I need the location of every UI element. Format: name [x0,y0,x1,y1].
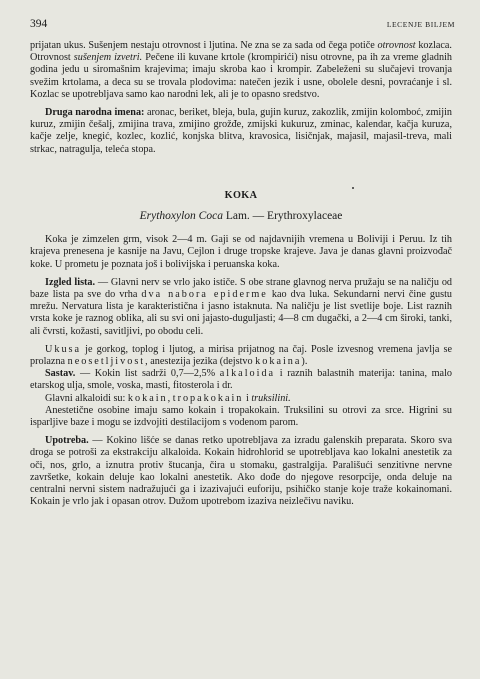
page-body [30,40,452,509]
alk-text-3: i [243,392,252,404]
izgled-spaced: dva nabora epiderme [141,289,268,301]
section-title: KOKA [224,189,258,201]
ukus-paragraph [30,344,452,368]
sastav-text-1: — Kokin list sadrži 0,7—2,5% [75,368,220,380]
intro-italic-1: otrovnost [377,40,416,51]
ukus-text-3: ). [301,356,308,368]
izgled-label: Izgled lista. [45,276,96,288]
koka-paragraph: Koka je zimzelen grm, visok 2—4 m. Gaji se od najdavnijih vremena u Boliviji i Peruu. Iz tih krajeva prenesena je kasnije na Javu, Cejlon i druge tropske krajeve. Java je danas glavni proizvođač koke. U prometu je poznata još i bolivijska i peruanska koka. [30,234,452,270]
sastav-text-2: i raznih balastnih materija: tanina, malo etarskog ulja, smole, voska, masti, fitosterola i dr. [30,368,452,392]
sastav-paragraph [30,368,452,392]
izgled-text-1: — Glavni nerv se vrlo jako ističe. S obe strane glavnog nerva pružaju se na naličju od baze lista pa sve do vrha [30,276,453,301]
ukus-spaced-2: neosetljivost [67,356,146,368]
alk-italic: truksilini. [251,392,291,404]
upotreba-text: — Kokino lišće se danas retko upotrebljava za izradu galenskih preparata. Skoro sva droga se potroši za ekstrakciju alkaloida. Kokain hidrohlorid se upotrebljava kao lokalni anestetik za oči, nos, grlo, a iznutra protiv štucanja, čira u stomaku, gastralgija. Parališući senzitivne nervne završetke, kokain deluje kao lokalni anestetik. Ako dođe do njegove resorpcije, onda deluje na centralni nervni sistem nadražujući ga i izazivajući euforiju, psihičko stanje koje traže kokainomani. Kokain je vrlo jak i opasan otrov. Dužom upotrebom izaziva neizlečivu naviku. [30,435,452,508]
sastav-spaced: alkaloida [219,368,276,380]
ukus-spaced-3: kokaina [255,356,302,368]
intro-text-2: kozlaca. Otrovnost [30,40,452,64]
folk-names-paragraph [30,107,452,156]
izgled-text-2: kao dva luka. Sekundarni nervi čine gustu mrežu. Nervatura lista je karakteristična i jasno istaknuta. Na naličju je list svetlije boje. List raznih vrsta koke je raznog oblika, ali su svi oni jajasto-duguljasti; 4—8 cm dugački, a 2—4 cm široki, tanki, ali čvrsti, kožasti, savitljivi, po obodu celi. [30,289,453,337]
izgled-paragraph [30,277,452,338]
intro-italic-2: sušenjem izvetri. [73,52,143,64]
folk-names-label: Druga narodna imena: [45,107,145,119]
ukus-spaced-1: Ukusa [45,343,82,355]
latin-name: Erythoxylon Coca [139,210,223,223]
alk-text-2: , [167,392,173,404]
intro-text-1: prijatan ukus. Sušenjem nestaju otrovnost i ljutina. Ne zna se za sada od čega potiče [30,40,378,51]
upotreba-label: Upotreba. [45,435,89,447]
intro-paragraph [30,40,452,101]
alkaloids-paragraph [30,393,452,405]
section-subtitle [30,210,452,222]
page-number: 394 [30,18,48,30]
alk-spaced-2: tropakokain [172,392,244,404]
running-title: LECENJE BILJEM [386,20,455,29]
intro-text-3: Pečene ili kuvane krtole (krompirići) nisu otrovne, pa ih za vreme gladnih godina jedu u siromašnim krajevima; imaju skroba kao i krompir. Zabeleženi su slučajevi trovanja svežim krtolama, a deca su se trovala plodovima: natečen jezik i usne, obolele desni, povraćanje i sl. Kozlac se upotrebljava samo kao narodni lek, ali je to opasno sredstvo. [30,52,453,100]
alk-spaced-1: kokain [127,392,168,404]
family-name: Lam. — Erythroxylaceae [222,210,343,223]
ukus-text-1: je gorkog, toplog i ljutog, a mirisa prijatnog na čaj. Posle izvesnog vremena javlja se prolazna [30,343,452,368]
upotreba-paragraph [30,435,452,508]
sastav-label: Sastav. [45,368,76,380]
anesthetic-paragraph: Anestetične osobine imaju samo kokain i tropakokain. Truksilini su otrovi za srce. Higrini su isparljive baze i mogu se izdvojiti destilacijom s vodenom parom. [30,404,452,429]
alk-text-1: Glavni alkaloidi su: [45,392,128,404]
ukus-text-2: , anestezija jezika (dejstvo [145,356,256,368]
folk-names-text: aronac, beriket, bleja, bula, gujin kuruz, zakozlik, zmijin kolomboć, zmijin kuruz, zmijin češalj, zmijina trava, zmijino grožđe, zmijski kukuruz, zminac, kalendar, kačja kuruza, kačje zelje, knegić, kozlec, kozlić, konjska blitva, kravosica, lisičnjak, majasil, majasil-treva, mali strkac, natragulja, teleća stopa. [30,107,453,155]
page-header [30,18,455,32]
